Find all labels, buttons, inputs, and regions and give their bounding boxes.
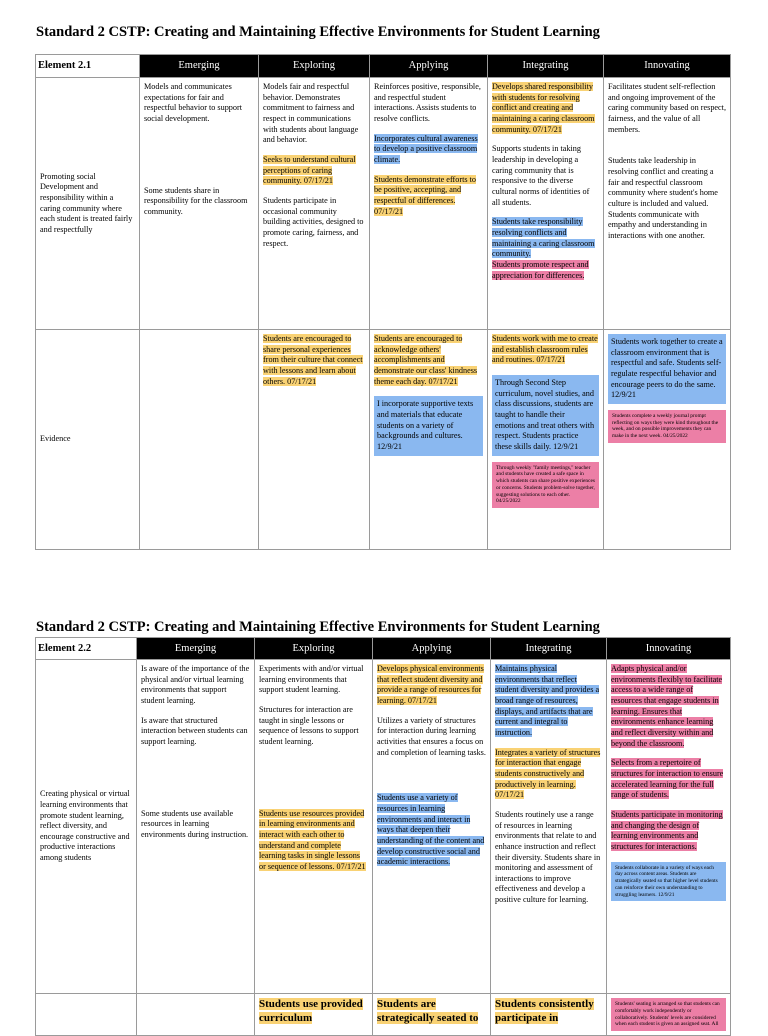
descriptor-text: Utilizes a variety of structures for interaction during learning activities that ensures a focus on and completion of learning tasks. bbox=[377, 715, 486, 757]
level-header-innovating: Innovating bbox=[607, 638, 731, 660]
table-row bbox=[36, 994, 731, 1036]
rubric-table-element-2-1 bbox=[35, 54, 731, 550]
cell-exploring bbox=[259, 78, 370, 330]
cell-exploring bbox=[255, 660, 373, 994]
level-header-applying: Applying bbox=[373, 638, 491, 660]
evidence-note: Through Second Step curriculum, novel studies, and class discussions, students are taught to handle their emotions and treat others with respect. Students practice these skills daily. 12/9/21 bbox=[492, 375, 599, 456]
descriptor-text: Supports students in taking leadership in developing a caring community that is responsive to the diverse cultural norms of identities of all students. bbox=[492, 144, 590, 207]
evidence-note: Through weekly "family meetings," teacher and students have created a safe space in which students can share positive experiences or concerns. Students problem-solve together, suggesting solutions to each other. 04/25/2022 bbox=[492, 462, 599, 509]
descriptor-text: Reinforces positive, responsible, and respectful student interactions. Assists students to resolve conflicts. bbox=[374, 82, 481, 123]
descriptor-text: Experiments with and/or virtual learning environments that support student learning. bbox=[259, 664, 364, 695]
cell-integrating bbox=[491, 660, 607, 994]
highlighted-evidence: Students promote respect and appreciation for differences. bbox=[492, 259, 589, 280]
evidence-note: Students' seating is arranged so that students can comfortably work independently or collaboratively. Students' levels are considered when each student is given an assigned seat. All bbox=[611, 998, 726, 1031]
highlighted-evidence: Students are strategically seated to bbox=[377, 998, 479, 1024]
level-header-integrating: Integrating bbox=[491, 638, 607, 660]
descriptor-text: Students routinely use a range of resources in learning environments that relate to and enhance instruction and reflect their diversity. Students share in monitoring and assessment of interactions to improve effectiveness and develop a positive culture for learning. bbox=[495, 809, 601, 905]
cell-evidence-exploring bbox=[259, 330, 370, 550]
highlighted-evidence: Students are encouraged to share personal experiences from their culture that connect with lessons and learn about others. 07/17/21 bbox=[263, 334, 363, 386]
highlighted-evidence: Seeks to understand cultural perceptions of caring community. 07/17/21 bbox=[263, 154, 356, 186]
descriptor-text: Models fair and respectful behavior. Demonstrates commitment to fairness and respect in communications with students about language and behavior. bbox=[263, 82, 359, 145]
level-header-innovating: Innovating bbox=[604, 55, 731, 78]
cell-emerging bbox=[140, 78, 259, 330]
descriptor-text: Some students use available resources in learning environments during instruction. bbox=[141, 808, 249, 839]
highlighted-evidence: Students use resources provided in learning environments and interact with each other to understand and complete learning tasks in single lessons or sequence of lessons. 07/17/21 bbox=[259, 808, 366, 871]
level-header-applying: Applying bbox=[370, 55, 488, 78]
highlighted-evidence: Incorporates cultural awareness to develop a positive classroom climate. bbox=[374, 133, 478, 164]
cell-evidence-label bbox=[36, 994, 137, 1036]
highlighted-evidence: Students use a variety of resources in learning environments and interact in ways that deepen their understanding of the content and develop constructive social and academic interactions. bbox=[377, 793, 485, 867]
cell-emerging bbox=[137, 660, 255, 994]
cell-innovating bbox=[607, 660, 731, 994]
level-header-integrating: Integrating bbox=[488, 55, 604, 78]
descriptor-text: Is aware of the importance of the physical and/or virtual learning environments that support student learning. bbox=[141, 664, 250, 705]
level-header-exploring: Exploring bbox=[259, 55, 370, 78]
cell-evidence-emerging bbox=[140, 330, 259, 550]
cell-evidence-emerging bbox=[137, 994, 255, 1036]
cell-evidence-applying bbox=[373, 994, 491, 1036]
row-label: Creating physical or virtual learning environments that promote student learning, reflect diversity, and encourage constructive and productive interactions among students bbox=[36, 660, 137, 994]
evidence-note: Students complete a weekly journal prompt reflecting on ways they were kind throughout the week, and on possible improvements they can make in the next week. 04/25/2022 bbox=[608, 410, 726, 443]
highlighted-evidence: Develops shared responsibility with students for resolving conflict and creating and maintaining a caring classroom community. 07/17/21 bbox=[492, 82, 595, 134]
descriptor-text: Some students share in responsibility for the classroom community. bbox=[144, 185, 248, 216]
cell-evidence-applying bbox=[370, 330, 488, 550]
highlighted-evidence: Students work with me to create and establish classroom rules and routines. 07/17/21 bbox=[492, 334, 598, 365]
rubric-table-element-2-2 bbox=[35, 637, 731, 1036]
highlighted-evidence: Develops physical environments that reflect student diversity and provide a range of resources for learning. 07/17/21 bbox=[377, 664, 484, 705]
standard-title-2: Standard 2 CSTP: Creating and Maintaining Effective Environments for Student Learning bbox=[36, 619, 600, 635]
highlighted-evidence: Students participate in monitoring and changing the design of learning environments and structures for interactions. bbox=[611, 809, 723, 851]
element-label: Element 2.1 bbox=[36, 55, 140, 78]
descriptor-text: Structures for interaction are taught in single lessons or sequence of lessons to support student learning. bbox=[259, 704, 359, 746]
evidence-note: I incorporate supportive texts and materials that educate students on a variety of backgrounds and cultures. 12/9/21 bbox=[374, 396, 483, 455]
highlighted-evidence: Students use provided curriculum bbox=[259, 998, 363, 1024]
highlighted-evidence: Integrates a variety of structures for interaction that engage students constructively and productively in learning. 07/17/21 bbox=[495, 747, 601, 800]
descriptor-text: Models and communicates expectations for fair and respectful behavior to support social development. bbox=[144, 82, 242, 123]
cell-evidence-integrating bbox=[488, 330, 604, 550]
level-header-exploring: Exploring bbox=[255, 638, 373, 660]
evidence-note: Students collaborate in a variety of ways each day across content areas. Students are strategically seated so that higher level students can reinforce their own understanding to struggling learners. 12/9/21 bbox=[611, 862, 726, 902]
descriptor-text: Is aware that structured interaction between students can support learning. bbox=[141, 715, 248, 746]
descriptor-text: Facilitates student self-reflection and ongoing improvement of the caring community based on respect, fairness, and the value of all members. bbox=[608, 82, 726, 134]
evidence-label: Evidence bbox=[36, 330, 140, 550]
highlighted-evidence: Students are encouraged to acknowledge others' accomplishments and demonstrate our class' kindness theme each day. 07/17/21 bbox=[374, 334, 478, 386]
element-label: Element 2.2 bbox=[36, 638, 137, 660]
highlighted-evidence: Students demonstrate efforts to be positive, accepting, and respectful of differences. 07/17/21 bbox=[374, 174, 476, 216]
cell-evidence-innovating bbox=[604, 330, 731, 550]
evidence-note: Students work together to create a classroom environment that is respectful and safe. Students self-regulate respectful behavior and encourage peers to do the same. 12/9/21 bbox=[608, 334, 726, 404]
cell-evidence-innovating bbox=[607, 994, 731, 1036]
table-row bbox=[36, 330, 731, 550]
level-header-emerging: Emerging bbox=[140, 55, 259, 78]
cell-applying bbox=[370, 78, 488, 330]
highlighted-evidence: Maintains physical environments that reflect student diversity and provides a broad range of resources, displays, and artifacts that are current and integral to instruction. bbox=[495, 664, 600, 737]
cell-innovating bbox=[604, 78, 731, 330]
level-header-emerging: Emerging bbox=[137, 638, 255, 660]
highlighted-evidence: Adapts physical and/or environments flexibly to facilitate access to a wide range of resources that engage students in learning. Ensures that environments enhance learning and reflect diversity within and beyond the classroom. bbox=[611, 664, 723, 748]
table-row bbox=[36, 78, 731, 330]
standard-title-1: Standard 2 CSTP: Creating and Maintaining Effective Environments for Student Learning bbox=[36, 24, 600, 40]
row-label: Promoting social Development and responsibility within a caring community where each student is treated fairly and respectfully bbox=[36, 78, 140, 330]
highlighted-evidence: Students take responsibility resolving conflicts and maintaining a caring classroom community. bbox=[492, 217, 595, 259]
cell-evidence-exploring bbox=[255, 994, 373, 1036]
descriptor-text: Students participate in occasional community building activities, designed to promote caring, fairness, and respect. bbox=[263, 195, 364, 248]
highlighted-evidence: Selects from a repertoire of structures for interaction to ensure accelerated learning for the full range of students. bbox=[611, 758, 724, 800]
table-row bbox=[36, 660, 731, 994]
cell-applying bbox=[373, 660, 491, 994]
cell-integrating bbox=[488, 78, 604, 330]
cell-evidence-integrating bbox=[491, 994, 607, 1036]
highlighted-evidence: Students consistently participate in bbox=[495, 998, 594, 1024]
descriptor-text: Students take leadership in resolving conflict and creating a fair and respectful classroom community where student's home culture is included and valued. Students communicate with empathy and understanding in interactions with one another. bbox=[608, 156, 718, 240]
